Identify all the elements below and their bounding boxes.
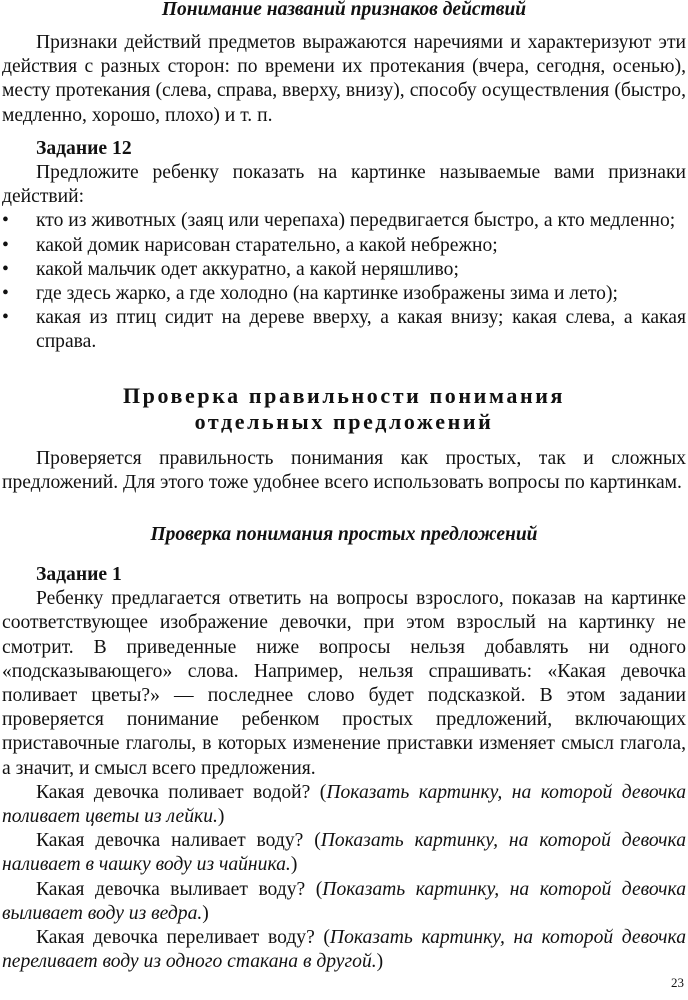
paragraph-task-1: Ребенку предлагается ответить на вопросы взрослого, показав на картинке соответствующее изображение девочки, при этом взрослый на картинку не смотрит. В приведенные ниже вопросы нельзя добавлять ни одного «подсказывающего» слова. Например, нельзя спрашивать: «Какая девочка поливает цветы?» — последнее слово будет подсказкой. В этом задании проверяется понимание ребенком простых предложений, включающих приставочные глаголы, в которых изменение приставки изменяет смысл глагола, а значит, и смысл всего предложения. — [2, 588, 686, 779]
task-label-1: Задание 1 — [36, 564, 122, 586]
paragraph-sentences-intro: Проверяется правильность понимания как простых, так и сложных предложений. Для этого тоже удобнее всего использовать вопросы по картинкам. — [2, 447, 686, 493]
page-number: 23 — [671, 975, 684, 990]
list-item: • какой домик нарисован старательно, а какой небрежно; — [2, 234, 686, 258]
bullet-icon: • — [2, 283, 9, 305]
bullet-icon: • — [2, 234, 9, 256]
section-heading-simple-sentences: Проверка понимания простых предложений — [150, 524, 538, 546]
paragraph-adverbs-intro: Признаки действий предметов выражаются наречиями и характеризуют эти действия с разных сторон: по времени их протекания (вчера, сегодня, осенью), месту протекания (слева, справа, вверху, внизу), способу осуществления (быстро, медленно, хорошо, плохо) и т. п. — [2, 32, 686, 126]
bullet-icon: • — [2, 258, 9, 280]
section-heading-adverbs: Понимание названий признаков действий — [161, 0, 527, 20]
list-item: • кто из животных (заяц или черепаха) передвигается быстро, а кто медленно; — [2, 209, 686, 233]
task-12-bullet-list — [2, 209, 686, 354]
section-heading-sentences-line1: Проверка правильности понимания — [122, 382, 566, 408]
section-heading-sentences-line2: отдельных предложений — [194, 408, 494, 434]
paragraph-task-12: Предложите ребенку показать на картинке называемые вами признаки действий: — [2, 162, 686, 208]
question-item: Какая девочка поливает водой? (Показать картинку, на которой девочка поливает цветы из лейки.) — [2, 781, 686, 828]
list-item: • какой мальчик одет аккуратно, а какой неряшливо; — [2, 258, 686, 282]
list-item: • где здесь жарко, а где холодно (на картинке изображены зима и лето); — [2, 282, 686, 306]
bullet-icon: • — [2, 210, 9, 232]
question-item: Какая девочка переливает воду? (Показать картинку, на которой девочка переливает воду из одного стакана в другой.) — [2, 927, 686, 973]
task-label-12: Задание 12 — [36, 137, 132, 159]
bullet-icon: • — [2, 307, 9, 329]
question-item: Какая девочка выливает воду? (Показать картинку, на которой девочка выливает воду из ведра.) — [2, 878, 686, 924]
question-item: Какая девочка наливает воду? (Показать картинку, на которой девочка наливает в чашку воду из чайника.) — [2, 830, 686, 876]
list-item: • какая из птиц сидит на дереве вверху, а какая внизу; какая слева, а какая справа. — [2, 307, 686, 353]
